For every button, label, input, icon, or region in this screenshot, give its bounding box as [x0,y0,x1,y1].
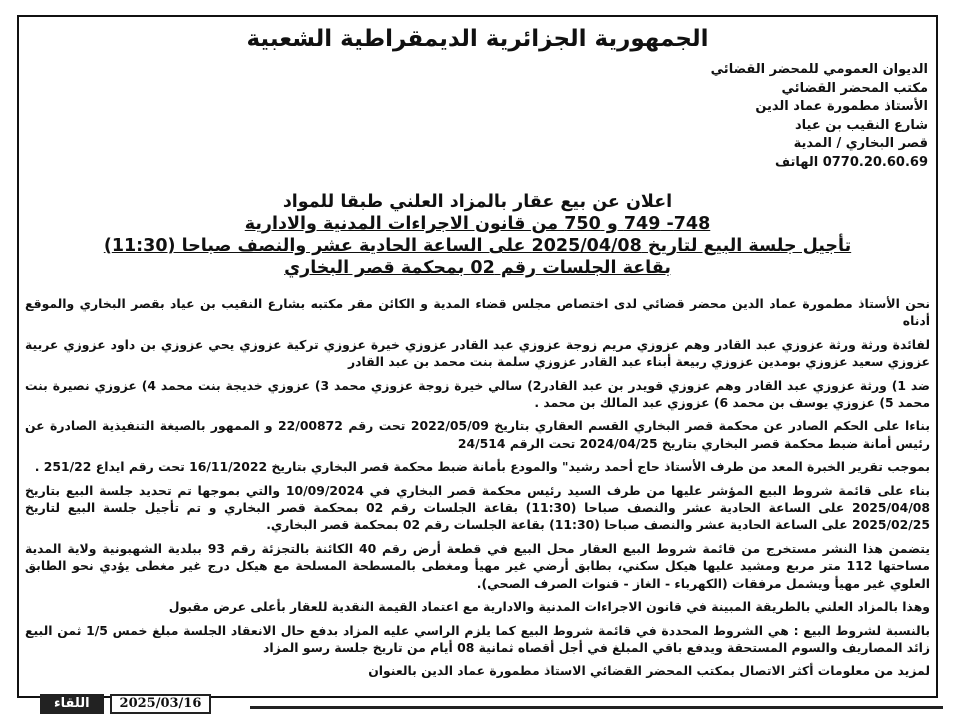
body-paragraph: بالنسبة لشروط البيع : هي الشروط المحددة في قائمة شروط البيع كما يلزم الراسي عليه المزاد بدفع حال الانعقاد الجلسة مبلغ خمس 1/5 ثمن البيع زائد المصاريف والسوم المستحقة ويدفع باقي المبلغ في أجل أقصاه ثمانية 08 أيام من تاريخ جلسة رسو المزاد [25,622,931,655]
footer-divider [250,706,943,709]
body-paragraph: يتضمن هذا النشر مستخرج من قائمة شروط البيع العقار محل البيع في قطعة أرض رقم 40 الكائنة بالتجزئة رقم 93 ببلدية الشهبونية ولاية المدية مساحتها 112 متر مربع ومشيد عليها هيكل سكني، بطابق أرضي غير مهيأ ومغطى بالمسطحة المسلحة مع هيكل درج غير مغطى يؤدي نحو الطابق العلوي غير مهيأ ويشمل مرفقات (الكهرباء - الغاز - قنوات الصرف الصحي). [25,540,930,591]
sender-block [498,61,928,172]
notice-body [25,295,930,686]
sender-phone: 0770.20.60.69 الهاتف [775,154,928,170]
body-paragraph: ضد 1) ورثة عزوزي عبد القادر وهم عزوزي قويدر بن عبد القادر2) سالي خيرة زوجة عزوزي محمد 3) عزوزي خديجة بنت محمد 4) عزوزي نصيرة بنت محمد 5) عزوزي يوسف بن محمد 6) عزوزي عبد المالك بن محمد . [25,377,930,411]
sender-line: الديوان العمومي للمحضر القضائي [710,62,928,77]
sender-line: مكتب المحضر القضائي [781,80,928,96]
body-paragraph: لفائدة ورثة ورثة عزوزي عبد القادر وهم عزوزي مريم زوجة عزوزي عبد القادر عزوزي خيرة عزوزي تركية عزوزي يحي عزوزي بن داود عزوزي عربية عزوزي سعيد عزوزي بومدين عزوزي ربيعة أبناء عبد القادر عزوزي سلمة بنت محمد بن عبد القادر [25,336,930,370]
body-paragraph: بموجب تقرير الخبرة المعد من طرف الأستاذ حاج أحمد رشيد" والمودع بأمانة ضبط محكمة قصر البخاري بتاريخ 16/11/2022 تحت رقم ايداع 251/22 . [34,459,930,475]
notice-title [19,191,936,279]
newspaper-badge: اللقاء [40,694,104,714]
body-paragraph: بناءا على الحكم الصادر عن محكمة قصر البخاري القسم العقاري بتاريخ 2022/05/09 تحت رقم 22/00872 و الممهور بالصيغة التنفيذية الصادرة عن رئيس أمانة ضبط محكمة قصر البخاري بتاريخ 2024/04/25 تحت الرقم 24/514 [25,418,930,451]
notice-title-line: 748- 749 و 750 من قانون الاجراءات المدنية والادارية [244,214,711,234]
body-paragraph: لمزيد من معلومات أكثر الاتصال بمكتب المحضر القضائي الاستاذ مطمورة عماد الدين بالعنوان [368,663,930,679]
page-title: الجمهورية الجزائرية الديمقراطية الشعبية [246,26,709,52]
publication-date: 2025/03/16 [110,694,212,714]
notice-title-line: تأجيل جلسة البيع لتاريخ 2025/04/08 على الساعة الحادية عشر والنصف صباحا (11:30) [103,236,852,256]
body-paragraph: نحن الأستاذ مطمورة عماد الدين محضر قضائي لدى اختصاص مجلس قضاء المدية و الكائن مقر مكتبه بشارع النقيب بن عياد بقصر البخاري والموقع أدناه [25,296,930,329]
sender-line: شارع النقيب بن عياد [795,117,928,133]
notice-frame [17,15,938,698]
body-paragraph: وهذا بالمزاد العلني بالطريقة المبينة في قانون الاجراءات المدنية والادارية مع اعتماد القيمة النقدية للعقار بأعلى عرض مقبول [168,599,930,615]
publication-footer [40,694,211,714]
body-paragraph: بناء على قائمة شروط البيع المؤشر عليها من طرف السيد رئيس محكمة قصر البخاري في 10/09/2024 والتي بموجها تم تحديد جلسة البيع بتاريخ 2025/04/08 على الساعة الحادية عشر والنصف صباحا (11:30) بقاعة الجلسات رقم 02 بمحكمة قصر البخاري و تم تأجيل جلسة البيع لتاريخ 2025/02/25 على الساعة الحادية عشر والنصف صباحا (11:30) بقاعة الجلسات رقم 02 بمحكمة قصر البخاري. [25,482,931,533]
notice-title-line: اعلان عن بيع عقار بالمزاد العلني طبقا للمواد [282,192,673,212]
sender-line: الأستاذ مطمورة عماد الدين [755,99,928,114]
notice-title-line: بقاعة الجلسات رقم 02 بمحكمة قصر البخاري [284,258,671,278]
sender-line: قصر البخاري / المدية [793,136,928,151]
